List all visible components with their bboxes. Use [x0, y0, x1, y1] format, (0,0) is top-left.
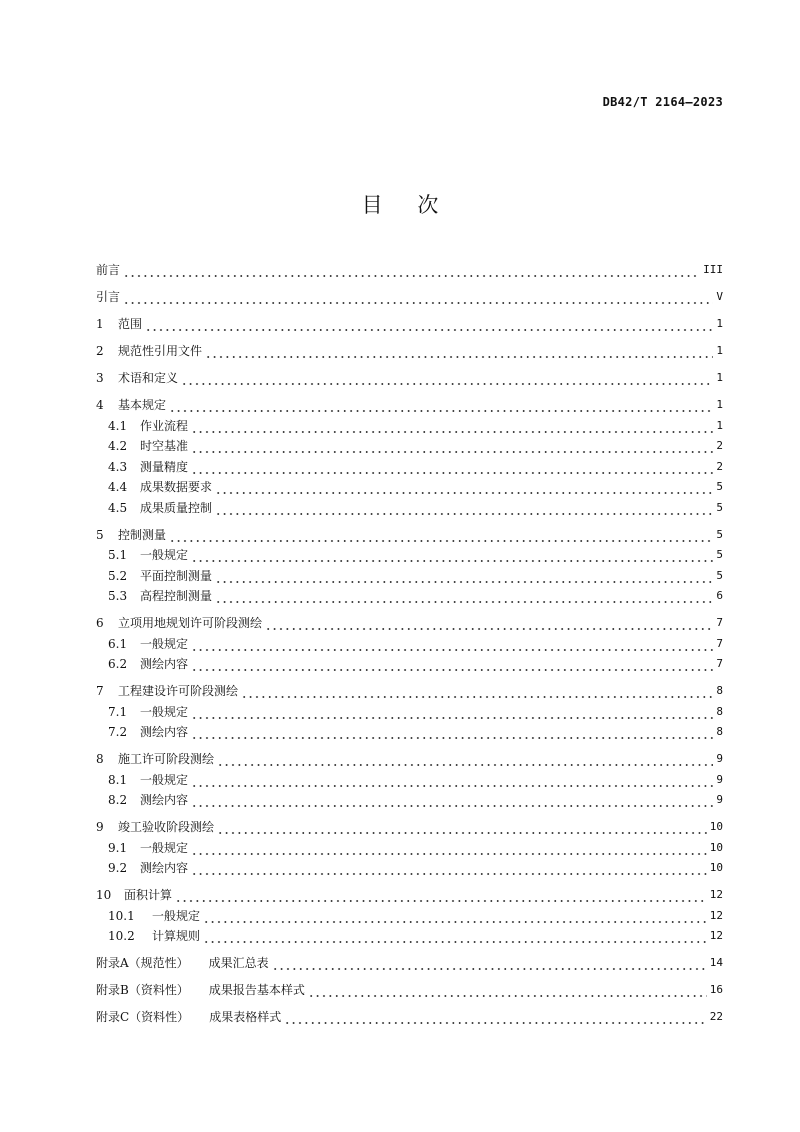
- toc-entry-page: 14: [709, 956, 723, 969]
- toc-entry-number: 9.1: [108, 840, 128, 855]
- dot-leader: [215, 477, 713, 498]
- toc-entry-label: 前言: [96, 263, 121, 277]
- page-title: [0, 189, 800, 219]
- toc-entry-page: 1: [716, 371, 723, 384]
- toc-entry-number: 4.2: [108, 439, 128, 453]
- toc-entry-number: 9.2: [108, 861, 128, 875]
- toc-entry-page: 5: [716, 527, 723, 541]
- dot-leader: [284, 1007, 707, 1028]
- dot-leader: [169, 395, 713, 416]
- toc-entry-number: 5: [96, 527, 104, 542]
- toc-entry-number: 4: [96, 398, 104, 412]
- toc-entry-label: 立项用地规划许可阶段测绘: [118, 616, 263, 630]
- toc-entry-number: 5.3: [108, 589, 128, 603]
- dot-leader: [217, 817, 707, 838]
- document-id-header: DB42/T 2164—2023: [602, 95, 723, 109]
- toc-entry[interactable]: [96, 586, 723, 607]
- toc-entry-number: 5.1: [108, 548, 128, 562]
- toc-entry-number: 9: [96, 820, 104, 834]
- toc-entry-label: 工程建设许可阶段测绘: [118, 684, 239, 698]
- toc-entry[interactable]: [96, 457, 723, 478]
- dot-leader: [215, 586, 713, 607]
- toc-entry-number: 8.1: [108, 772, 128, 787]
- toc-entry-label: 一般规定: [140, 772, 189, 787]
- toc-entry-label: 测绘内容: [140, 657, 189, 671]
- toc-entry-number: 附录C（资料性）: [96, 1010, 190, 1024]
- dot-leader: [241, 681, 713, 702]
- toc-entry[interactable]: [96, 1007, 723, 1028]
- toc-entry-label: 测量精度: [140, 459, 189, 474]
- toc-entry-page: 1: [716, 317, 723, 330]
- toc-entry[interactable]: [96, 613, 723, 634]
- toc-entry-number: 3: [96, 371, 104, 385]
- toc-entry-page: 22: [709, 1010, 723, 1023]
- dot-leader: [308, 980, 707, 1001]
- toc-entry-page: 8: [716, 704, 723, 718]
- toc-entry-number: 8: [96, 752, 104, 766]
- toc-entry-label: 平面控制测量: [140, 568, 213, 583]
- toc-entry-number: 附录A（规范性）: [96, 956, 189, 970]
- toc-entry-number: 6: [96, 616, 104, 630]
- toc-entry[interactable]: [96, 287, 723, 308]
- toc-entry[interactable]: [96, 436, 723, 457]
- toc-entry[interactable]: [96, 885, 723, 906]
- toc-entry-label: 范围: [118, 317, 143, 331]
- toc-entry[interactable]: [96, 314, 723, 335]
- toc-entry-number: 4.5: [108, 500, 128, 515]
- toc-entry-label: 一般规定: [140, 548, 189, 562]
- toc-entry[interactable]: [96, 702, 723, 723]
- dot-leader: [215, 498, 713, 519]
- toc-entry[interactable]: [96, 722, 723, 743]
- dot-leader: [191, 770, 713, 791]
- toc-entry[interactable]: [96, 953, 723, 974]
- toc-entry[interactable]: [96, 498, 723, 519]
- dot-leader: [191, 858, 707, 879]
- toc-entry-page: 9: [716, 772, 723, 786]
- dot-leader: [203, 906, 707, 927]
- toc-entry-page: 7: [716, 636, 723, 650]
- toc-entry-label: 竣工验收阶段测绘: [118, 820, 215, 834]
- toc-entry-label: 高程控制测量: [140, 589, 213, 603]
- toc-entry-page: 7: [716, 616, 723, 629]
- toc-entry-page: 8: [716, 725, 723, 738]
- toc-entry[interactable]: [96, 260, 723, 281]
- dot-leader: [175, 885, 707, 906]
- toc-entry[interactable]: [96, 681, 723, 702]
- toc-entry-label: 控制测量: [118, 527, 167, 542]
- toc-entry[interactable]: [96, 858, 723, 879]
- toc-entry[interactable]: [96, 790, 723, 811]
- toc-entry-label: 测绘内容: [140, 861, 189, 875]
- toc-entry-page: 5: [716, 480, 723, 493]
- toc-entry[interactable]: [96, 749, 723, 770]
- dot-leader: [203, 926, 707, 947]
- toc-entry-number: 10.2: [108, 929, 135, 943]
- toc-entry-page: III: [703, 263, 723, 276]
- toc-entry-label: 成果质量控制: [140, 500, 213, 515]
- toc-entry-page: 7: [716, 657, 723, 670]
- dot-leader: [191, 436, 713, 457]
- toc-entry-page: 9: [716, 752, 723, 765]
- toc-entry-label: 成果报告基本样式: [208, 983, 305, 997]
- toc-entry[interactable]: [96, 368, 723, 389]
- toc-entry[interactable]: [96, 566, 723, 587]
- toc-entry[interactable]: [96, 477, 723, 498]
- toc-entry-page: 16: [709, 983, 723, 996]
- toc-entry-page: 1: [716, 418, 723, 432]
- toc-entry[interactable]: [96, 906, 723, 927]
- table-of-contents: [96, 260, 723, 1028]
- toc-entry-page: 10: [709, 861, 723, 874]
- dot-leader: [265, 613, 713, 634]
- toc-entry-label: 一般规定: [152, 908, 201, 923]
- toc-entry-number: 6.1: [108, 636, 128, 651]
- toc-entry-label: 成果数据要求: [140, 480, 213, 494]
- toc-entry-page: 5: [716, 548, 723, 561]
- toc-entry-page: 5: [716, 568, 723, 582]
- dot-leader: [191, 838, 707, 859]
- toc-entry-page: 6: [716, 589, 723, 602]
- toc-entry-label: 基本规定: [118, 398, 167, 412]
- toc-entry-label: 引言: [96, 290, 121, 304]
- toc-entry-number: 2: [96, 344, 104, 358]
- dot-leader: [191, 654, 713, 675]
- toc-entry-number: 10.1: [108, 908, 135, 923]
- toc-entry-page: V: [716, 290, 723, 303]
- toc-entry-page: 12: [709, 929, 723, 942]
- toc-entry-label: 一般规定: [140, 840, 189, 855]
- toc-entry[interactable]: [96, 416, 723, 437]
- toc-entry-label: 术语和定义: [118, 371, 179, 385]
- toc-entry[interactable]: [96, 838, 723, 859]
- toc-entry-page: 10: [709, 820, 723, 833]
- toc-entry-label: 规范性引用文件: [118, 344, 203, 358]
- toc-entry-number: 7.2: [108, 725, 128, 739]
- toc-entry-label: 时空基准: [140, 439, 189, 453]
- toc-entry[interactable]: [96, 395, 723, 416]
- title-char-1: 目: [361, 193, 383, 217]
- dot-leader: [191, 457, 713, 478]
- toc-entry-label: 作业流程: [140, 418, 189, 433]
- toc-entry-number: 7: [96, 684, 104, 698]
- toc-entry-page: 2: [716, 459, 723, 473]
- dot-leader: [145, 314, 713, 335]
- dot-leader: [123, 287, 713, 308]
- toc-entry-page: 12: [709, 888, 723, 901]
- toc-entry[interactable]: [96, 654, 723, 675]
- toc-entry-label: 面积计算: [124, 888, 173, 902]
- toc-entry-page: 5: [716, 500, 723, 514]
- dot-leader: [191, 545, 713, 566]
- toc-entry-label: 施工许可阶段测绘: [118, 752, 215, 766]
- dot-leader: [191, 790, 713, 811]
- toc-entry[interactable]: [96, 525, 723, 546]
- dot-leader: [181, 368, 713, 389]
- toc-entry-number: 1: [96, 317, 104, 331]
- toc-entry[interactable]: [96, 817, 723, 838]
- toc-entry-page: 12: [709, 908, 723, 922]
- toc-entry-number: 4.1: [108, 418, 128, 433]
- toc-entry-number: 10: [96, 888, 112, 902]
- toc-entry-number: 7.1: [108, 704, 128, 719]
- toc-entry[interactable]: [96, 770, 723, 791]
- toc-entry-label: 一般规定: [140, 636, 189, 651]
- toc-entry-number: 6.2: [108, 657, 128, 671]
- toc-entry-label: 一般规定: [140, 704, 189, 719]
- dot-leader: [215, 566, 713, 587]
- dot-leader: [123, 260, 700, 281]
- toc-entry-page: 2: [716, 439, 723, 452]
- toc-entry-label: 测绘内容: [140, 793, 189, 807]
- toc-entry[interactable]: [96, 341, 723, 362]
- toc-entry-page: 1: [716, 398, 723, 411]
- toc-entry-label: 测绘内容: [140, 725, 189, 739]
- toc-entry-label: 计算规则: [152, 929, 201, 943]
- toc-entry[interactable]: [96, 545, 723, 566]
- toc-entry[interactable]: [96, 980, 723, 1001]
- toc-entry-label: 成果表格样式: [209, 1010, 282, 1024]
- dot-leader: [191, 722, 713, 743]
- dot-leader: [272, 953, 707, 974]
- dot-leader: [191, 416, 713, 437]
- toc-entry[interactable]: [96, 634, 723, 655]
- dot-leader: [169, 525, 713, 546]
- dot-leader: [191, 634, 713, 655]
- dot-leader: [191, 702, 713, 723]
- toc-entry-number: 4.3: [108, 459, 128, 474]
- toc-entry-page: 8: [716, 684, 723, 697]
- toc-entry-number: 8.2: [108, 793, 128, 807]
- title-char-2: 次: [417, 193, 439, 217]
- toc-entry[interactable]: [96, 926, 723, 947]
- toc-entry-label: 成果汇总表: [208, 956, 269, 970]
- toc-entry-page: 9: [716, 793, 723, 806]
- dot-leader: [217, 749, 713, 770]
- toc-entry-number: 5.2: [108, 568, 128, 583]
- toc-entry-number: 附录B（资料性）: [96, 983, 189, 997]
- toc-entry-page: 1: [716, 344, 723, 357]
- toc-entry-number: 4.4: [108, 480, 128, 494]
- dot-leader: [205, 341, 713, 362]
- toc-entry-page: 10: [709, 840, 723, 854]
